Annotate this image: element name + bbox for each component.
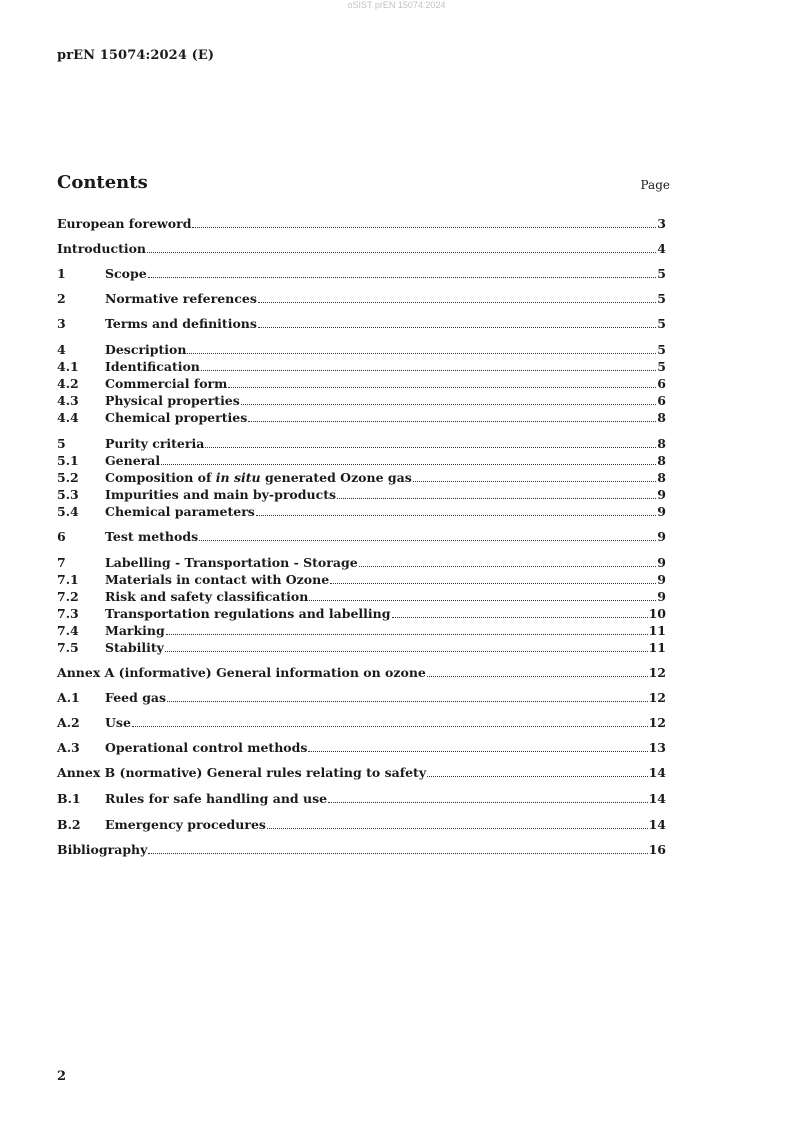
- toc-entry-number: A.1: [57, 690, 80, 705]
- toc-entry-number: 7: [57, 555, 66, 570]
- page-number: 2: [57, 1069, 67, 1084]
- toc-entry-page: 9: [657, 572, 666, 587]
- toc-entry-page: 14: [648, 817, 666, 832]
- toc-entry[interactable]: [57, 529, 666, 545]
- toc-entry[interactable]: [57, 555, 666, 571]
- toc-entry-label: Composition of in situ generated Ozone gas: [105, 470, 412, 485]
- toc-entry[interactable]: [57, 291, 666, 307]
- toc-entry-page: 14: [648, 791, 666, 806]
- toc-entry-label: Rules for safe handling and use: [105, 791, 328, 806]
- toc-entry-page: 11: [648, 623, 666, 638]
- toc-entry-number: 1: [57, 266, 66, 281]
- toc-entry[interactable]: [57, 665, 666, 681]
- toc-entry[interactable]: [57, 842, 666, 858]
- toc-entry-label: Physical properties: [105, 393, 240, 408]
- toc-entry-page: 6: [657, 393, 666, 408]
- toc-entry-label: General: [105, 453, 161, 468]
- toc-entry[interactable]: [57, 342, 666, 358]
- toc-entry[interactable]: [57, 640, 666, 656]
- toc-entry[interactable]: [57, 241, 666, 257]
- toc-entry-page: 9: [657, 487, 666, 502]
- toc-entry-number: A.3: [57, 740, 80, 755]
- toc-entry-label: Transportation regulations and labelling: [105, 606, 391, 621]
- toc-entry-page: 5: [657, 316, 666, 331]
- toc-entry-label: Scope: [105, 266, 147, 281]
- toc-entry-number: 4.1: [57, 359, 79, 374]
- toc-entry-page: 8: [657, 436, 666, 451]
- toc-entry-number: 6: [57, 529, 66, 544]
- toc-entry[interactable]: [57, 606, 666, 622]
- toc-entry-label: Description: [105, 342, 187, 357]
- toc-entry-label: Annex B (normative) General rules relating to safety: [57, 765, 427, 780]
- toc-entry-label: Test methods: [105, 529, 199, 544]
- toc-entry-page: 8: [657, 470, 666, 485]
- toc-entry-number: 5.1: [57, 453, 79, 468]
- page-column-label: Page: [640, 178, 670, 192]
- toc-entry-label: Stability: [105, 640, 164, 655]
- toc-entry-label: European foreword: [57, 216, 192, 231]
- toc-entry-label: Bibliography: [57, 842, 148, 857]
- toc-entry-label: Marking: [105, 623, 165, 638]
- toc-entry-page: 5: [657, 291, 666, 306]
- toc-entry[interactable]: [57, 453, 666, 469]
- toc-entry-label: Commercial form: [105, 376, 228, 391]
- toc-entry-page: 9: [657, 589, 666, 604]
- toc-entry-page: 11: [648, 640, 666, 655]
- toc-entry-page: 8: [657, 410, 666, 425]
- toc-entry[interactable]: [57, 504, 666, 520]
- toc-entry-number: 4.2: [57, 376, 79, 391]
- toc-entry[interactable]: [57, 817, 666, 833]
- toc-entry-label: Labelling - Transportation - Storage: [105, 555, 358, 570]
- toc-entry[interactable]: [57, 376, 666, 392]
- toc-entry-page: 6: [657, 376, 666, 391]
- toc-entry-page: 5: [657, 342, 666, 357]
- toc-entry-number: 7.2: [57, 589, 79, 604]
- toc-entry-page: 9: [657, 529, 666, 544]
- toc-entry-page: 12: [648, 665, 666, 680]
- toc-entry-number: 7.5: [57, 640, 79, 655]
- toc-entry[interactable]: [57, 266, 666, 282]
- toc-entry-page: 8: [657, 453, 666, 468]
- toc-entry[interactable]: [57, 393, 666, 409]
- toc-entry-number: 5.4: [57, 504, 79, 519]
- toc-entry-label: Emergency procedures: [105, 817, 266, 832]
- toc-entry-number: 4: [57, 342, 66, 357]
- toc-entry[interactable]: [57, 436, 666, 452]
- toc-entry[interactable]: [57, 410, 666, 426]
- toc-entry-number: 5.3: [57, 487, 79, 502]
- toc-entry-page: 13: [648, 740, 666, 755]
- toc-entry-page: 16: [648, 842, 666, 857]
- toc-entry-label: Normative references: [105, 291, 257, 306]
- toc-entry-number: 7.4: [57, 623, 79, 638]
- toc-entry-number: 5: [57, 436, 66, 451]
- toc-entry[interactable]: [57, 216, 666, 232]
- toc-entry-number: 3: [57, 316, 66, 331]
- toc-entry[interactable]: [57, 589, 666, 605]
- toc-entry-label: Introduction: [57, 241, 147, 256]
- toc-entry-label: Risk and safety classification: [105, 589, 309, 604]
- toc-entry[interactable]: [57, 690, 666, 706]
- toc-entry[interactable]: [57, 791, 666, 807]
- toc-entry-number: A.2: [57, 715, 80, 730]
- toc-entry-number: B.2: [57, 817, 81, 832]
- toc-entry-number: 2: [57, 291, 66, 306]
- watermark: oSIST prEN 15074:2024: [347, 0, 446, 10]
- toc-entry[interactable]: [57, 740, 666, 756]
- toc-entry[interactable]: [57, 765, 666, 781]
- toc-entry-label: Operational control methods: [105, 740, 308, 755]
- toc-entry-label: Use: [105, 715, 131, 730]
- toc-entry[interactable]: [57, 359, 666, 375]
- toc-entry-label: Chemical properties: [105, 410, 248, 425]
- toc-entry-number: 7.3: [57, 606, 79, 621]
- toc-entry-page: 12: [648, 690, 666, 705]
- toc-entry[interactable]: [57, 715, 666, 731]
- toc-entry-page: 14: [648, 765, 666, 780]
- toc-entry-page: 12: [648, 715, 666, 730]
- toc-entry[interactable]: [57, 470, 666, 486]
- toc-entry[interactable]: [57, 623, 666, 639]
- toc-entry-number: 5.2: [57, 470, 79, 485]
- toc-entry-number: 7.1: [57, 572, 79, 587]
- toc-entry-page: 4: [657, 241, 666, 256]
- toc-entry[interactable]: [57, 487, 666, 503]
- toc-entry-page: 9: [657, 504, 666, 519]
- toc-entry-label: Chemical parameters: [105, 504, 255, 519]
- toc-entry-label: Terms and definitions: [105, 316, 257, 331]
- toc-entry-number: 4.4: [57, 410, 79, 425]
- toc-entry-label: Feed gas: [105, 690, 167, 705]
- toc-entry-page: 10: [648, 606, 666, 621]
- toc-entry-label: Annex A (informative) General information on ozone: [57, 665, 426, 680]
- toc-entry-label: Impurities and main by-products: [105, 487, 336, 502]
- toc-entry-number: B.1: [57, 791, 81, 806]
- contents-title: Contents: [57, 172, 148, 193]
- document-id: prEN 15074:2024 (E): [57, 48, 215, 63]
- toc-entry[interactable]: [57, 316, 666, 332]
- toc-entry-label: Identification: [105, 359, 200, 374]
- toc-entry-page: 5: [657, 266, 666, 281]
- toc-entry-label: Materials in contact with Ozone: [105, 572, 330, 587]
- toc-entry-page: 5: [657, 359, 666, 374]
- toc-entry-page: 3: [657, 216, 666, 231]
- toc-entry-label: Purity criteria: [105, 436, 205, 451]
- toc-entry-number: 4.3: [57, 393, 79, 408]
- toc-entry[interactable]: [57, 572, 666, 588]
- toc-entry-page: 9: [657, 555, 666, 570]
